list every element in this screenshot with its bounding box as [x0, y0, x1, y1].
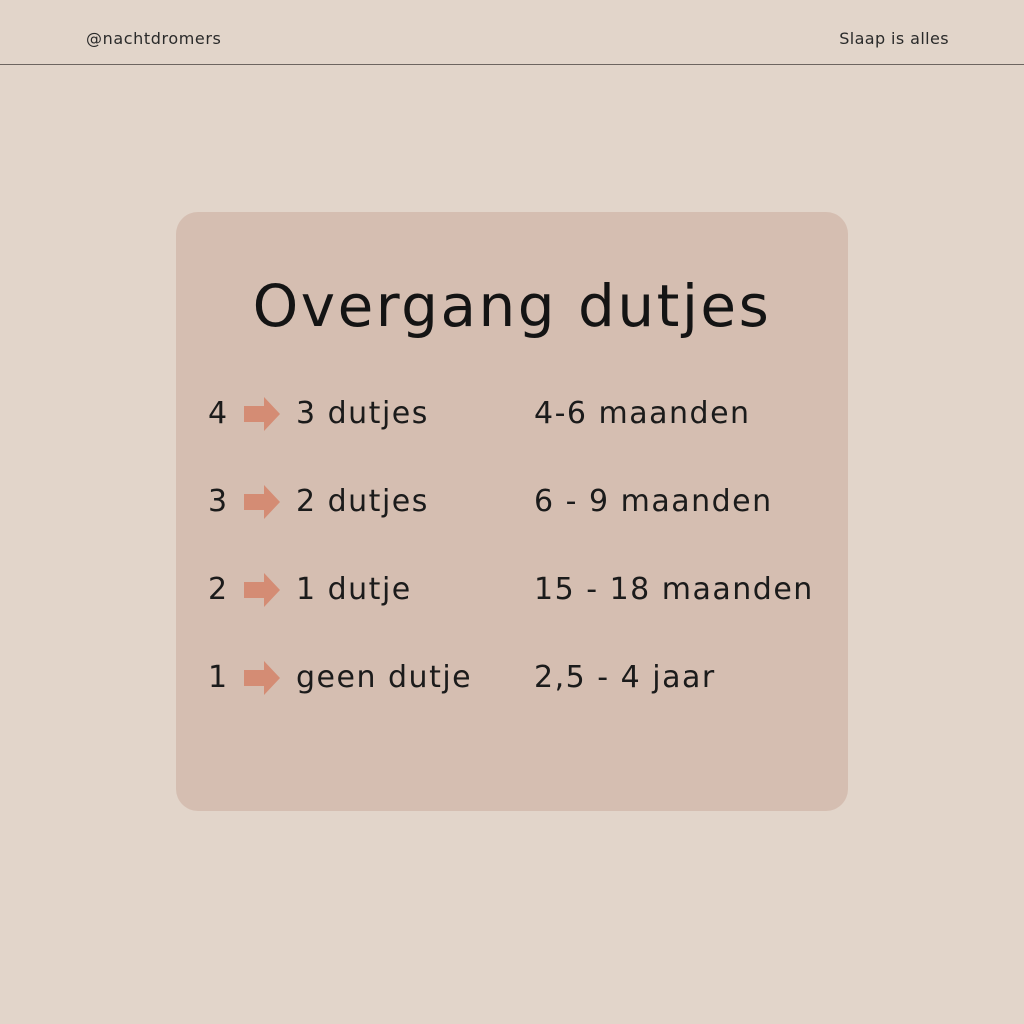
transition-row [0, 568, 1024, 612]
tagline: Slaap is alles [839, 29, 949, 48]
transition-row [0, 656, 1024, 700]
account-handle: @nachtdromers [86, 29, 222, 48]
age-range: 6 - 9 maanden [534, 484, 773, 519]
transition-row [0, 392, 1024, 436]
naps-to: geen dutje [296, 660, 473, 695]
naps-from: 1 [208, 660, 229, 695]
naps-to: 2 dutjes [296, 484, 429, 519]
naps-from: 4 [208, 396, 229, 431]
arrow-right-icon [243, 660, 281, 696]
age-range: 15 - 18 maanden [534, 572, 814, 607]
header-bar [0, 0, 1024, 65]
arrow-right-icon [243, 572, 281, 608]
naps-from: 3 [208, 484, 229, 519]
age-range: 2,5 - 4 jaar [534, 660, 716, 695]
arrow-right-icon [243, 484, 281, 520]
naps-to: 3 dutjes [296, 396, 429, 431]
age-range: 4-6 maanden [534, 396, 751, 431]
arrow-right-icon [243, 396, 281, 432]
transition-row [0, 480, 1024, 524]
naps-from: 2 [208, 572, 229, 607]
card-title: Overgang dutjes [252, 272, 772, 340]
naps-to: 1 dutje [296, 572, 412, 607]
